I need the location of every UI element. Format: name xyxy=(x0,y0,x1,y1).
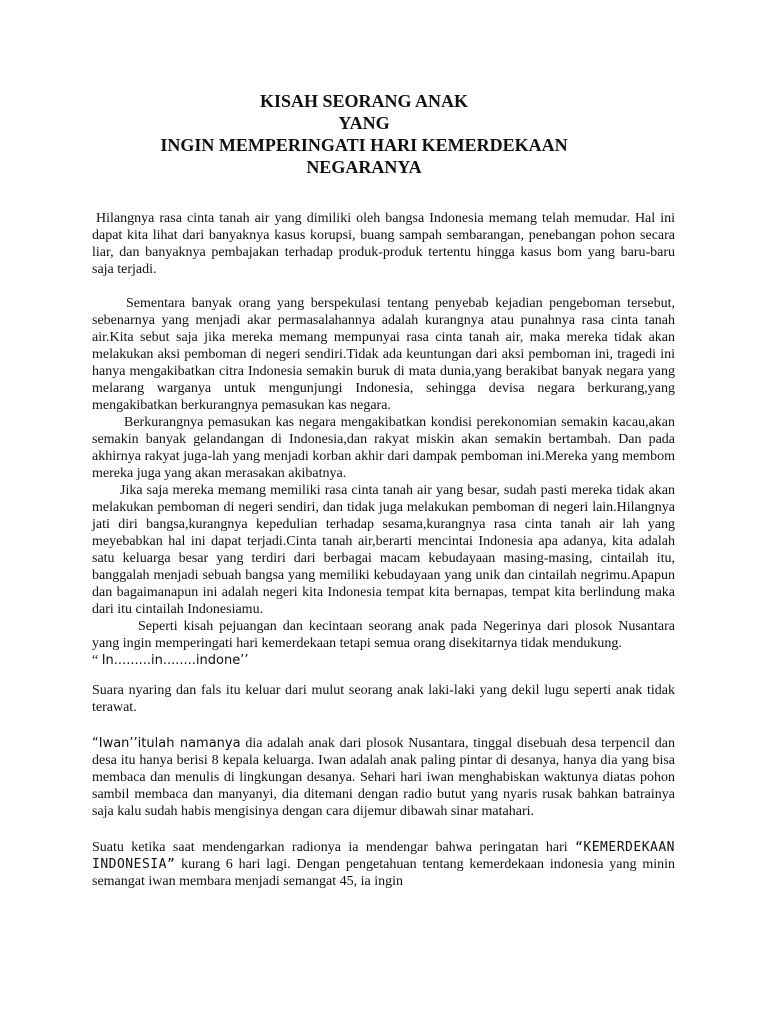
paragraph-1: Hilangnya rasa cinta tanah air yang dimiliki oleh bangsa Indonesia memang telah memudar. Hal ini dapat kita lihat dari banyaknya kasus korupsi, buang sampah sembarangan, penebangan pohon secara liar, dan banyaknya pembajakan terhadap produk-produk tertentu hingga kasus bom yang baru-baru saja terjadi. xyxy=(92,211,675,277)
title-line-4: NEGARANYA xyxy=(306,157,422,177)
paragraph-5: Seperti kisah pejuangan dan kecintaan seorang anak pada Negerinya dari plosok Nusantara yang ingin memperingati hari kemerdekaan tetapi semua orang disekitarnya tidak mendukung. xyxy=(92,619,675,651)
song-open-quote: “ xyxy=(92,653,102,668)
document-title xyxy=(0,90,728,178)
paragraph-4: Jika saja mereka memang memiliki rasa cinta tanah air yang besar, sudah pasti mereka tidak akan melakukan pemboman di negeri sendiri, dan tidak juga melakukan pemboman di negeri lain.Hilangnya jati diri bangsa,kurangnya kepedulian terhadap sesama,kurangnya rasa cinta tanah air lah yang meyebabkan hal ini dapat terjadi.Cinta tanah air,berarti mencintai Indonesia apa adanya, kita adalah satu keluarga besar yang terdiri dari berbagai macam kebudayaan masing-masing, cintailah itu, banggalah menjadi sebuah bangsa yang memiliki kebudayaan yang unik dan cintailah negrimu.Apapun dan bagaimanapun ini adalah negeri kita Indonesia tempat kita bernapas, tempat kita berlindung maka dari itu cintailah Indonesiamu. xyxy=(92,483,675,617)
song-lyric: In.........in........indone’’ xyxy=(101,653,249,668)
title-line-3: INGIN MEMPERINGATI HARI KEMERDEKAAN xyxy=(160,135,568,155)
kemerdekaan-caps: “KEMERDEKAAN INDONESIA” xyxy=(92,840,675,872)
paragraph-3: Berkurangnya pemasukan kas negara mengakibatkan kondisi perekonomian semakin kacau,akan semakin banyak gelandangan di Indonesia,dan rakyat miskin akan semakin bertambah. Dan pada akhirnya rakyat juga-lah yang menjadi korban akhir dari dampak pemboman ini.Mereka yang membom mereka juga yang akan merasakan akibatnya. xyxy=(92,415,675,481)
paragraph-8-text: dia adalah anak dari plosok Nusantara, tinggal disebuah desa terpencil dan desa itu hanya berisi 8 kepala keluarga. Iwan adalah anak paling pintar di desanya, hanya dia yang bisa membaca dan menulis di lingkungan desanya. Sehari hari iwan menghabiskan waktunya diatas pohon sambil membaca dan manyanyi, dia ditemani dengan radio butut yang nyaris rusak bahkan batrainya saja kalu sudah habis mengisinya dengan cara dijemur dibawah sinar matahari. xyxy=(92,736,675,819)
paragraph-9 xyxy=(92,839,675,890)
paragraph-9-pre: Suatu ketika saat mendengarkan radionya ia mendengar bahwa peringatan hari xyxy=(92,840,576,855)
iwan-name-quote: “Iwan’’itulah namanya xyxy=(92,736,241,751)
paragraph-9-post: kurang 6 hari lagi. Dengan pengetahuan tentang kemerdekaan indonesia yang minin semangat iwan membara menjadi semangat 45, ia ingin xyxy=(92,857,675,889)
title-line-2: YANG xyxy=(338,113,390,133)
song-line xyxy=(92,652,675,669)
document-body xyxy=(92,210,675,890)
paragraph-8 xyxy=(92,735,675,820)
paragraph-2: Sementara banyak orang yang berspekulasi tentang penyebab kejadian pengeboman tersebut, sebenarnya yang menjadi akar permasalahannya adalah kurangnya atau punahnya rasa cinta tanah air.Kita sebut saja jika mereka memang mempunyai rasa cinta tanah air, maka mereka tidak akan melakukan aksi pemboman di negeri sendiri.Tidak ada keuntungan dari aksi pemboman ini, tragedi ini hanya mengakibatkan citra Indonesia semakin buruk di mata dunia,yang berakibat banyak negara yang melarang warganya untuk mengunjungi Indonesia, sehingga devisa negara berkurang,yang mengakibatkan berkurangnya pemasukan kas negara. xyxy=(92,296,675,413)
title-line-1: KISAH SEORANG ANAK xyxy=(259,91,469,111)
paragraph-7: Suara nyaring dan fals itu keluar dari mulut seorang anak laki-laki yang dekil lugu seperti anak tidak terawat. xyxy=(92,683,675,715)
